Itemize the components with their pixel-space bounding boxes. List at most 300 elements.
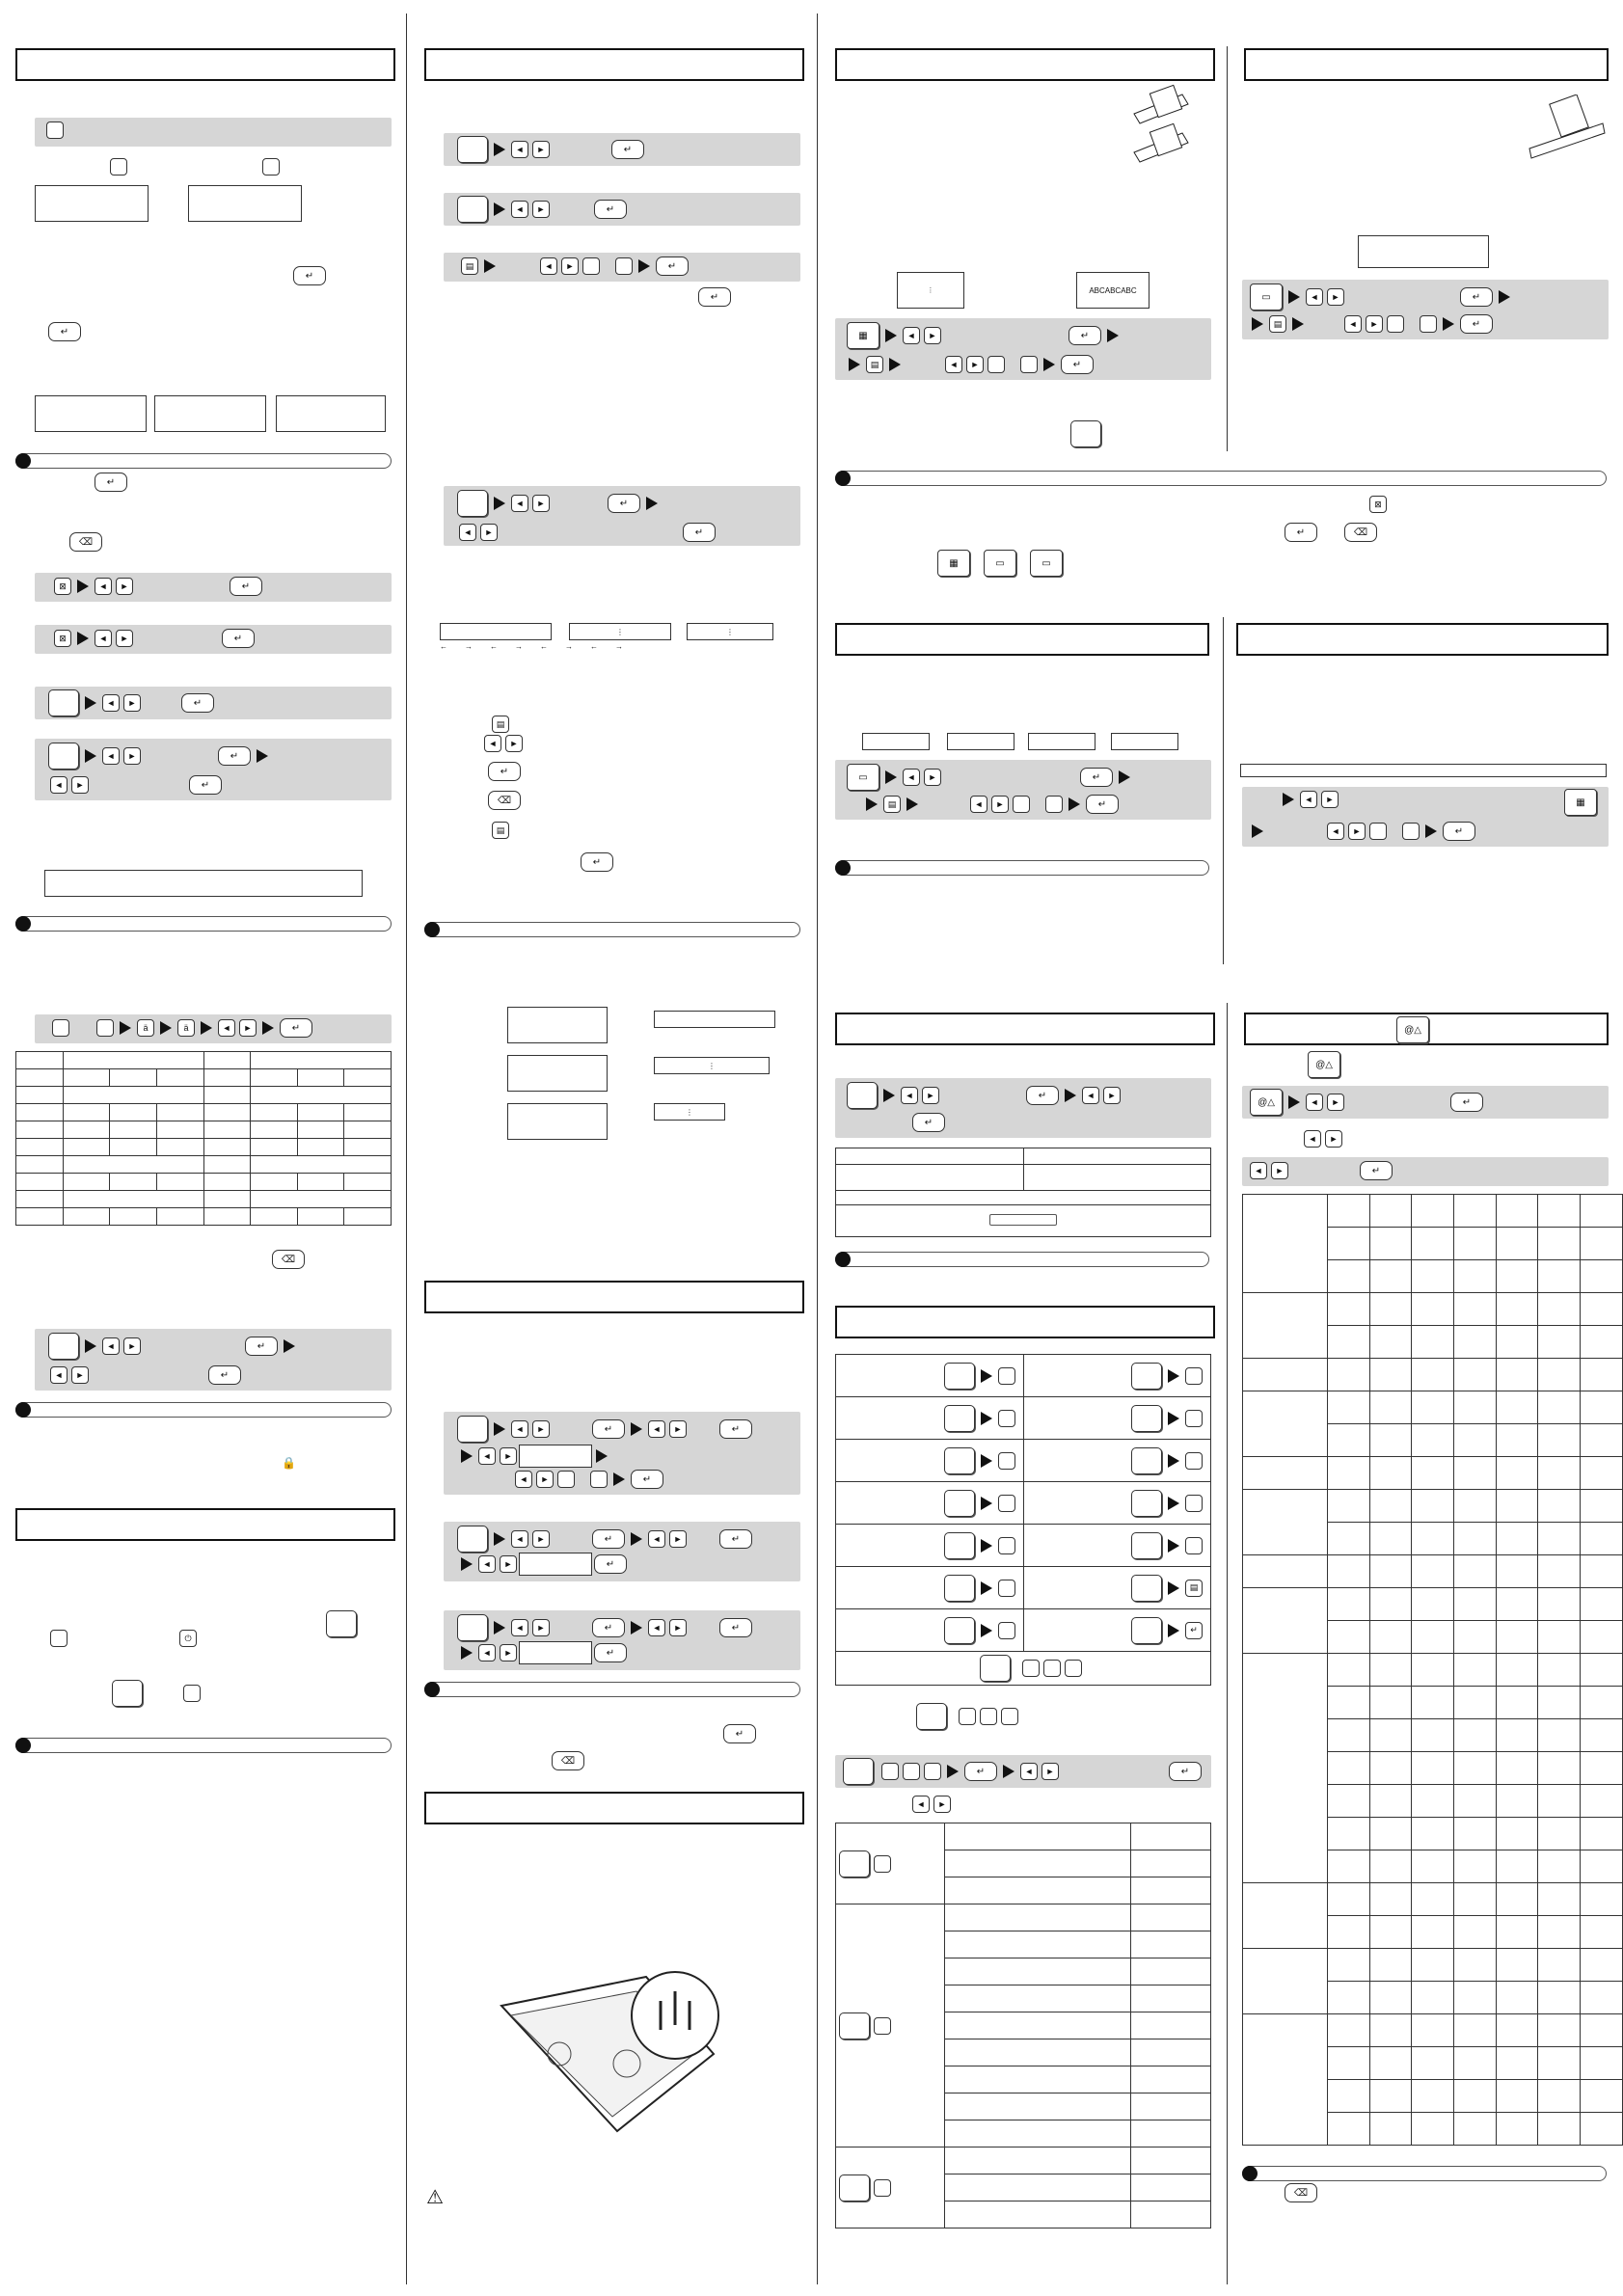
minus-key[interactable] xyxy=(1185,1495,1203,1512)
right-key[interactable] xyxy=(991,796,1009,813)
left-key[interactable] xyxy=(511,1619,528,1636)
left-key[interactable] xyxy=(511,201,528,218)
symbol-cell xyxy=(1454,1949,1497,1982)
three-key[interactable] xyxy=(1001,1708,1018,1725)
enter-key[interactable]: ↵ xyxy=(222,629,255,648)
symbol-cell xyxy=(1496,1523,1538,1555)
symbol-cell xyxy=(1496,2014,1538,2047)
right-key[interactable] xyxy=(116,630,133,647)
left-key[interactable] xyxy=(648,1530,665,1548)
right-key[interactable] xyxy=(532,1530,550,1548)
right-key[interactable] xyxy=(71,776,89,794)
menu-key[interactable] xyxy=(847,1082,878,1109)
menu-key[interactable] xyxy=(457,1614,488,1641)
symbol-cell xyxy=(1369,1523,1412,1555)
right-key[interactable] xyxy=(500,1555,517,1573)
nine-key[interactable] xyxy=(590,1471,608,1488)
left-key[interactable] xyxy=(102,747,120,765)
enter-key[interactable]: ↵ xyxy=(1450,1093,1483,1112)
clear-key[interactable]: ⊠ xyxy=(1369,496,1387,513)
menu-key[interactable] xyxy=(48,689,79,716)
menu-key[interactable] xyxy=(944,1532,975,1559)
left-key[interactable] xyxy=(945,356,962,373)
five-key[interactable] xyxy=(998,1537,1015,1554)
accent-row xyxy=(16,1121,392,1139)
right-key[interactable] xyxy=(532,1619,550,1636)
left-key[interactable] xyxy=(1082,1087,1099,1104)
symbol-cell xyxy=(1369,1555,1412,1588)
left-key[interactable] xyxy=(511,1420,528,1438)
enter-key[interactable]: ↵ xyxy=(1285,523,1317,542)
symbol-cell xyxy=(1369,1424,1412,1457)
left-key[interactable] xyxy=(95,578,112,595)
symbol-cell xyxy=(1496,1621,1538,1654)
menu-key[interactable] xyxy=(326,1610,357,1637)
right-key[interactable] xyxy=(1366,315,1383,333)
one-key[interactable] xyxy=(998,1367,1015,1385)
serial-key[interactable]: ▭ xyxy=(847,764,879,791)
menu-key[interactable] xyxy=(1070,420,1101,447)
symbol-cell xyxy=(1327,1293,1369,1326)
right-key[interactable] xyxy=(922,1087,939,1104)
symbol-category xyxy=(1243,1949,1328,2014)
note-bar xyxy=(15,1738,392,1753)
font-desc xyxy=(945,2066,1131,2093)
symbol-cell xyxy=(1538,1621,1581,1654)
menu-key[interactable] xyxy=(1131,1532,1162,1559)
font-group-key xyxy=(836,1823,945,1904)
left-key[interactable] xyxy=(1300,791,1317,808)
right-key[interactable] xyxy=(561,257,579,275)
nine-key[interactable] xyxy=(1402,823,1420,840)
enter-key[interactable]: ↵ xyxy=(1026,1086,1059,1105)
z-key[interactable] xyxy=(96,1019,114,1037)
menu-key[interactable] xyxy=(944,1490,975,1517)
r-key[interactable] xyxy=(50,1630,68,1647)
right-key[interactable] xyxy=(500,1447,517,1465)
accent-cell xyxy=(344,1104,392,1121)
symbol-key[interactable]: @△ xyxy=(1308,1051,1340,1078)
enter-key[interactable]: ↵ xyxy=(592,1529,625,1549)
symbol-cell xyxy=(1454,2014,1497,2047)
one-key[interactable] xyxy=(881,1763,899,1780)
enter-key[interactable]: ↵ xyxy=(656,257,689,276)
enter-key[interactable]: ↵ xyxy=(594,1643,627,1662)
enter-key[interactable]: ↵ xyxy=(1080,768,1113,787)
enter-key[interactable]: ↵ xyxy=(488,762,521,781)
symbol-cell xyxy=(1496,1555,1538,1588)
symbol-cell xyxy=(1454,1195,1497,1228)
symbol-cell xyxy=(1581,1555,1623,1588)
left-key[interactable] xyxy=(511,1530,528,1548)
left-key[interactable] xyxy=(912,1796,930,1813)
symbol-cell xyxy=(1454,2080,1497,2113)
right-key[interactable] xyxy=(532,1420,550,1438)
right-key[interactable] xyxy=(1325,1130,1342,1148)
enter-key[interactable]: ↵ xyxy=(631,1470,663,1489)
right-key[interactable] xyxy=(532,141,550,158)
a-key[interactable] xyxy=(52,1019,69,1037)
one-key[interactable] xyxy=(557,1471,575,1488)
two-key[interactable] xyxy=(874,2017,891,2035)
two-key[interactable] xyxy=(998,1410,1015,1427)
symbol-cell xyxy=(1369,1326,1412,1359)
symbol-cell xyxy=(1581,1359,1623,1391)
enter-key[interactable]: ↵ xyxy=(293,266,326,285)
enter-key[interactable]: ↵ xyxy=(230,577,262,596)
nine-key[interactable] xyxy=(615,257,633,275)
note-bar-wide xyxy=(835,471,1607,486)
menu-key[interactable] xyxy=(1131,1490,1162,1517)
enter-key[interactable]: ↵ xyxy=(594,200,627,219)
right-key[interactable] xyxy=(933,1796,951,1813)
menu-key[interactable] xyxy=(944,1617,975,1644)
symbol-cell xyxy=(1327,1654,1369,1687)
enter-key[interactable]: ↵ xyxy=(719,1529,752,1549)
left-key[interactable] xyxy=(1327,823,1344,840)
right-key[interactable] xyxy=(123,694,141,712)
enter-key[interactable]: ↵ xyxy=(1360,1161,1393,1180)
right-key[interactable] xyxy=(536,1471,554,1488)
label-key[interactable]: ▤ xyxy=(1269,315,1286,333)
lcd-upper xyxy=(35,185,149,222)
enter-key[interactable]: ↵ xyxy=(1068,326,1101,345)
left-key[interactable] xyxy=(484,735,501,752)
right-key[interactable] xyxy=(924,769,941,786)
symbol-cell xyxy=(1369,1982,1412,2014)
left-key[interactable] xyxy=(478,1555,496,1573)
serial-advanced-key[interactable]: ▦ xyxy=(1564,789,1597,816)
one-key[interactable] xyxy=(1369,823,1387,840)
symbol-cell xyxy=(1581,2047,1623,2080)
symbol-cell xyxy=(1581,1818,1623,1850)
right-key[interactable] xyxy=(1041,1763,1059,1780)
right-key[interactable] xyxy=(1327,288,1344,306)
left-key[interactable] xyxy=(648,1619,665,1636)
menu-key[interactable] xyxy=(944,1363,975,1390)
serial-strip xyxy=(1240,764,1607,777)
label-type-key[interactable]: ▦ xyxy=(937,550,970,577)
clear-key[interactable]: ⊠ xyxy=(54,630,71,647)
enter-key[interactable]: ↵ xyxy=(594,1554,627,1574)
length-short: ⋮ xyxy=(654,1103,725,1121)
clear-key[interactable]: ⌫ xyxy=(1344,523,1377,542)
menu-key[interactable] xyxy=(839,2174,870,2201)
accent-cell xyxy=(63,1156,203,1174)
seven-key[interactable] xyxy=(998,1622,1015,1639)
accent-cell xyxy=(63,1052,203,1069)
clear-key[interactable]: ⌫ xyxy=(488,791,521,810)
menu-key[interactable] xyxy=(944,1405,975,1432)
right-key[interactable] xyxy=(1327,1094,1344,1111)
symbol-cell xyxy=(1327,1785,1369,1818)
accent-row xyxy=(16,1156,392,1174)
left-key[interactable] xyxy=(1020,1763,1038,1780)
accent-key[interactable] xyxy=(262,158,280,176)
left-key[interactable] xyxy=(1304,1130,1321,1148)
accent-cell xyxy=(16,1191,64,1208)
serial-40b xyxy=(1111,733,1178,750)
enter-key[interactable]: ↵ xyxy=(280,1018,312,1038)
left-key[interactable] xyxy=(218,1019,235,1037)
right-key[interactable] xyxy=(669,1530,687,1548)
right-key[interactable] xyxy=(669,1619,687,1636)
left-key[interactable] xyxy=(511,495,528,512)
symbol-cell xyxy=(1581,2113,1623,2146)
left-key[interactable] xyxy=(95,630,112,647)
symbol-cell xyxy=(1581,1588,1623,1621)
enter-key[interactable]: ↵ xyxy=(592,1419,625,1439)
two-key[interactable] xyxy=(1043,1660,1061,1677)
six-key[interactable] xyxy=(998,1580,1015,1597)
accent-cell xyxy=(63,1139,110,1156)
label-key[interactable]: ▤ xyxy=(492,822,509,839)
label-key[interactable]: ▤ xyxy=(866,356,883,373)
menu-key[interactable] xyxy=(457,1416,488,1443)
right-key[interactable] xyxy=(1103,1087,1121,1104)
enter-key[interactable]: ↵ xyxy=(1086,795,1119,814)
left-key[interactable] xyxy=(903,769,920,786)
enter-key[interactable]: ↵ xyxy=(1460,314,1493,334)
one-key[interactable] xyxy=(959,1708,976,1725)
four-key[interactable] xyxy=(998,1495,1015,1512)
symbol-cell xyxy=(1538,1654,1581,1687)
menu-key[interactable] xyxy=(1131,1575,1162,1602)
eight-key[interactable] xyxy=(1185,1367,1203,1385)
menu-key[interactable] xyxy=(48,743,79,770)
right-key[interactable] xyxy=(966,356,984,373)
clear-key[interactable]: ⌫ xyxy=(1285,2183,1317,2202)
note-bar xyxy=(15,916,392,932)
menu-key[interactable] xyxy=(1131,1617,1162,1644)
symbol-cell xyxy=(1496,1260,1538,1293)
left-key[interactable] xyxy=(648,1420,665,1438)
symbol-cell xyxy=(1454,1490,1497,1523)
right-key[interactable] xyxy=(1321,791,1339,808)
enter-key[interactable]: ↵ xyxy=(1169,1762,1202,1781)
right-key[interactable] xyxy=(1348,823,1366,840)
three-key[interactable] xyxy=(1065,1660,1082,1677)
symbol-cell xyxy=(1412,1555,1454,1588)
enter-key[interactable]: ↵ xyxy=(1061,355,1094,374)
clear-key[interactable]: ⊠ xyxy=(54,578,71,595)
accent-key[interactable]: ä xyxy=(137,1019,154,1037)
label-type-key[interactable]: ▭ xyxy=(1030,550,1063,577)
accent-cell xyxy=(203,1052,251,1069)
symbol-cell xyxy=(1369,1949,1412,1982)
enter-key[interactable]: ↵ xyxy=(208,1365,241,1385)
menu-key[interactable] xyxy=(843,1758,874,1785)
enter-key[interactable]: ↵ xyxy=(48,322,81,341)
symbol-cell xyxy=(1496,1850,1538,1883)
right-key[interactable] xyxy=(924,327,941,344)
left-key[interactable] xyxy=(478,1644,496,1661)
lcd-length-c xyxy=(507,1103,608,1140)
left-key[interactable] xyxy=(970,796,987,813)
symbol-cell xyxy=(1369,1457,1412,1490)
menu-key[interactable] xyxy=(457,196,488,223)
r-key[interactable] xyxy=(183,1685,201,1702)
enter-key[interactable]: ↵ xyxy=(181,693,214,713)
accent-cell xyxy=(251,1121,298,1139)
menu-key[interactable] xyxy=(944,1447,975,1474)
menu-key[interactable] xyxy=(1131,1363,1162,1390)
symbol-cell xyxy=(1327,1719,1369,1752)
right-key[interactable] xyxy=(239,1019,257,1037)
nine-key[interactable] xyxy=(1420,315,1437,333)
left-key[interactable] xyxy=(459,524,476,541)
symbol-cell xyxy=(1327,1982,1369,2014)
symbol-cell xyxy=(1538,1293,1581,1326)
enter-key[interactable]: ↵ xyxy=(1460,287,1493,307)
accent-cell xyxy=(251,1104,298,1121)
three-key[interactable] xyxy=(998,1452,1015,1470)
right-key[interactable] xyxy=(500,1644,517,1661)
symbol-cell xyxy=(1538,1982,1581,2014)
right-key[interactable] xyxy=(480,524,498,541)
flag-key[interactable]: ▭ xyxy=(1250,284,1283,311)
one-key[interactable] xyxy=(874,1855,891,1873)
accent-cell xyxy=(63,1121,110,1139)
right-key[interactable] xyxy=(505,735,523,752)
right-key[interactable] xyxy=(71,1366,89,1384)
accent-cell xyxy=(203,1139,251,1156)
menu-key[interactable] xyxy=(457,1526,488,1553)
left-key[interactable] xyxy=(102,694,120,712)
label-key[interactable]: ▤ xyxy=(1185,1580,1203,1597)
left-key[interactable] xyxy=(1306,288,1323,306)
enter-key[interactable]: ↵ xyxy=(95,473,127,492)
label-type-key[interactable]: ▦ xyxy=(847,322,879,349)
left-key[interactable] xyxy=(511,141,528,158)
menu-key[interactable] xyxy=(916,1703,947,1730)
enter-key[interactable]: ↵ xyxy=(964,1762,997,1781)
enter-key[interactable]: ↵ xyxy=(608,494,640,513)
menu-key[interactable] xyxy=(839,2012,870,2039)
left-key[interactable] xyxy=(478,1447,496,1465)
font-sample xyxy=(1131,2174,1211,2201)
menu-key[interactable] xyxy=(457,136,488,163)
left-key[interactable] xyxy=(540,257,557,275)
enter-key[interactable]: ↵ xyxy=(245,1337,278,1356)
two-key[interactable] xyxy=(980,1708,997,1725)
enter-key[interactable]: ↵ xyxy=(719,1419,752,1439)
clear-key[interactable]: ⌫ xyxy=(552,1751,584,1770)
symbol-cell xyxy=(1581,1982,1623,2014)
accent-cell xyxy=(297,1121,344,1139)
three-key[interactable] xyxy=(874,2179,891,2197)
left-key[interactable] xyxy=(515,1471,532,1488)
clear-key[interactable]: ⌫ xyxy=(69,532,102,552)
symbol-key[interactable]: @△ xyxy=(1396,1016,1429,1043)
symbol-category xyxy=(1243,1293,1328,1359)
left-key[interactable] xyxy=(102,1337,120,1355)
label-abc-def xyxy=(276,395,386,432)
menu-key[interactable] xyxy=(980,1655,1011,1682)
menu-key[interactable] xyxy=(1131,1447,1162,1474)
enter-key[interactable]: ↵ xyxy=(581,852,613,872)
nine-key[interactable] xyxy=(1185,1410,1203,1427)
label-key[interactable]: ▤ xyxy=(883,796,901,813)
left-key[interactable] xyxy=(1250,1162,1267,1179)
symbol-cell xyxy=(1412,2080,1454,2113)
menu-key[interactable] xyxy=(1131,1405,1162,1432)
enter-key[interactable]: ↵ xyxy=(723,1724,756,1743)
label-key[interactable]: ▤ xyxy=(461,257,478,275)
accent-cell xyxy=(110,1069,157,1087)
one-key[interactable] xyxy=(1022,1660,1040,1677)
right-key[interactable] xyxy=(532,495,550,512)
enter-key[interactable]: ↵ xyxy=(1443,822,1475,841)
section-header-3 xyxy=(424,48,804,81)
zero-key[interactable] xyxy=(1185,1452,1203,1470)
one-key[interactable] xyxy=(987,356,1005,373)
menu-key[interactable] xyxy=(457,490,488,517)
left-key[interactable] xyxy=(901,1087,918,1104)
left-key[interactable] xyxy=(50,776,68,794)
accent-key[interactable] xyxy=(46,122,64,139)
right-key[interactable] xyxy=(532,201,550,218)
right-key[interactable] xyxy=(1271,1162,1288,1179)
symbol-cell xyxy=(1454,1457,1497,1490)
symbol-cell xyxy=(1538,2014,1581,2047)
menu-key[interactable] xyxy=(48,1333,79,1360)
accent-key[interactable] xyxy=(110,158,127,176)
one-key[interactable] xyxy=(1013,796,1030,813)
enter-key[interactable]: ↵ xyxy=(189,775,222,795)
two-key[interactable] xyxy=(903,1763,920,1780)
right-key[interactable] xyxy=(123,747,141,765)
enter-key[interactable]: ↵ xyxy=(592,1618,625,1637)
left-key[interactable] xyxy=(1344,315,1362,333)
left-key[interactable] xyxy=(903,327,920,344)
label-key[interactable]: ▤ xyxy=(492,716,509,733)
three-key[interactable] xyxy=(924,1763,941,1780)
nine-key[interactable] xyxy=(1020,356,1038,373)
section-header-2 xyxy=(15,1508,395,1541)
font-desc xyxy=(945,1904,1131,1931)
enter-key[interactable]: ↵ xyxy=(611,140,644,159)
symbol-cell xyxy=(1496,2113,1538,2146)
symbol-cell xyxy=(1496,1949,1538,1982)
left-key[interactable] xyxy=(50,1366,68,1384)
symbol-cell xyxy=(1496,1785,1538,1818)
menu-key[interactable] xyxy=(112,1680,143,1707)
symbol-key[interactable]: @△ xyxy=(1250,1089,1283,1116)
enter-key[interactable]: ↵ xyxy=(218,746,251,766)
label-type-key[interactable]: ▭ xyxy=(984,550,1016,577)
menu-key[interactable] xyxy=(944,1575,975,1602)
enter-key[interactable]: ↵ xyxy=(719,1618,752,1637)
enter-key[interactable]: ↵ xyxy=(1185,1622,1203,1639)
enter-key[interactable]: ↵ xyxy=(912,1113,945,1132)
menu-key[interactable] xyxy=(839,1850,870,1877)
dot-key[interactable] xyxy=(1185,1537,1203,1554)
right-key[interactable] xyxy=(116,578,133,595)
one-key[interactable] xyxy=(582,257,600,275)
right-key[interactable] xyxy=(123,1337,141,1355)
one-key[interactable] xyxy=(1387,315,1404,333)
left-key[interactable] xyxy=(1306,1094,1323,1111)
accent-key[interactable]: ä xyxy=(177,1019,195,1037)
enter-key[interactable]: ↵ xyxy=(683,523,716,542)
enter-key[interactable]: ↵ xyxy=(698,287,731,307)
power-key[interactable]: ⏻ xyxy=(179,1630,197,1647)
right-key[interactable] xyxy=(669,1420,687,1438)
nine-key[interactable] xyxy=(1045,796,1063,813)
symbol-cell xyxy=(1454,1752,1497,1785)
clear-key[interactable]: ⌫ xyxy=(272,1250,305,1269)
